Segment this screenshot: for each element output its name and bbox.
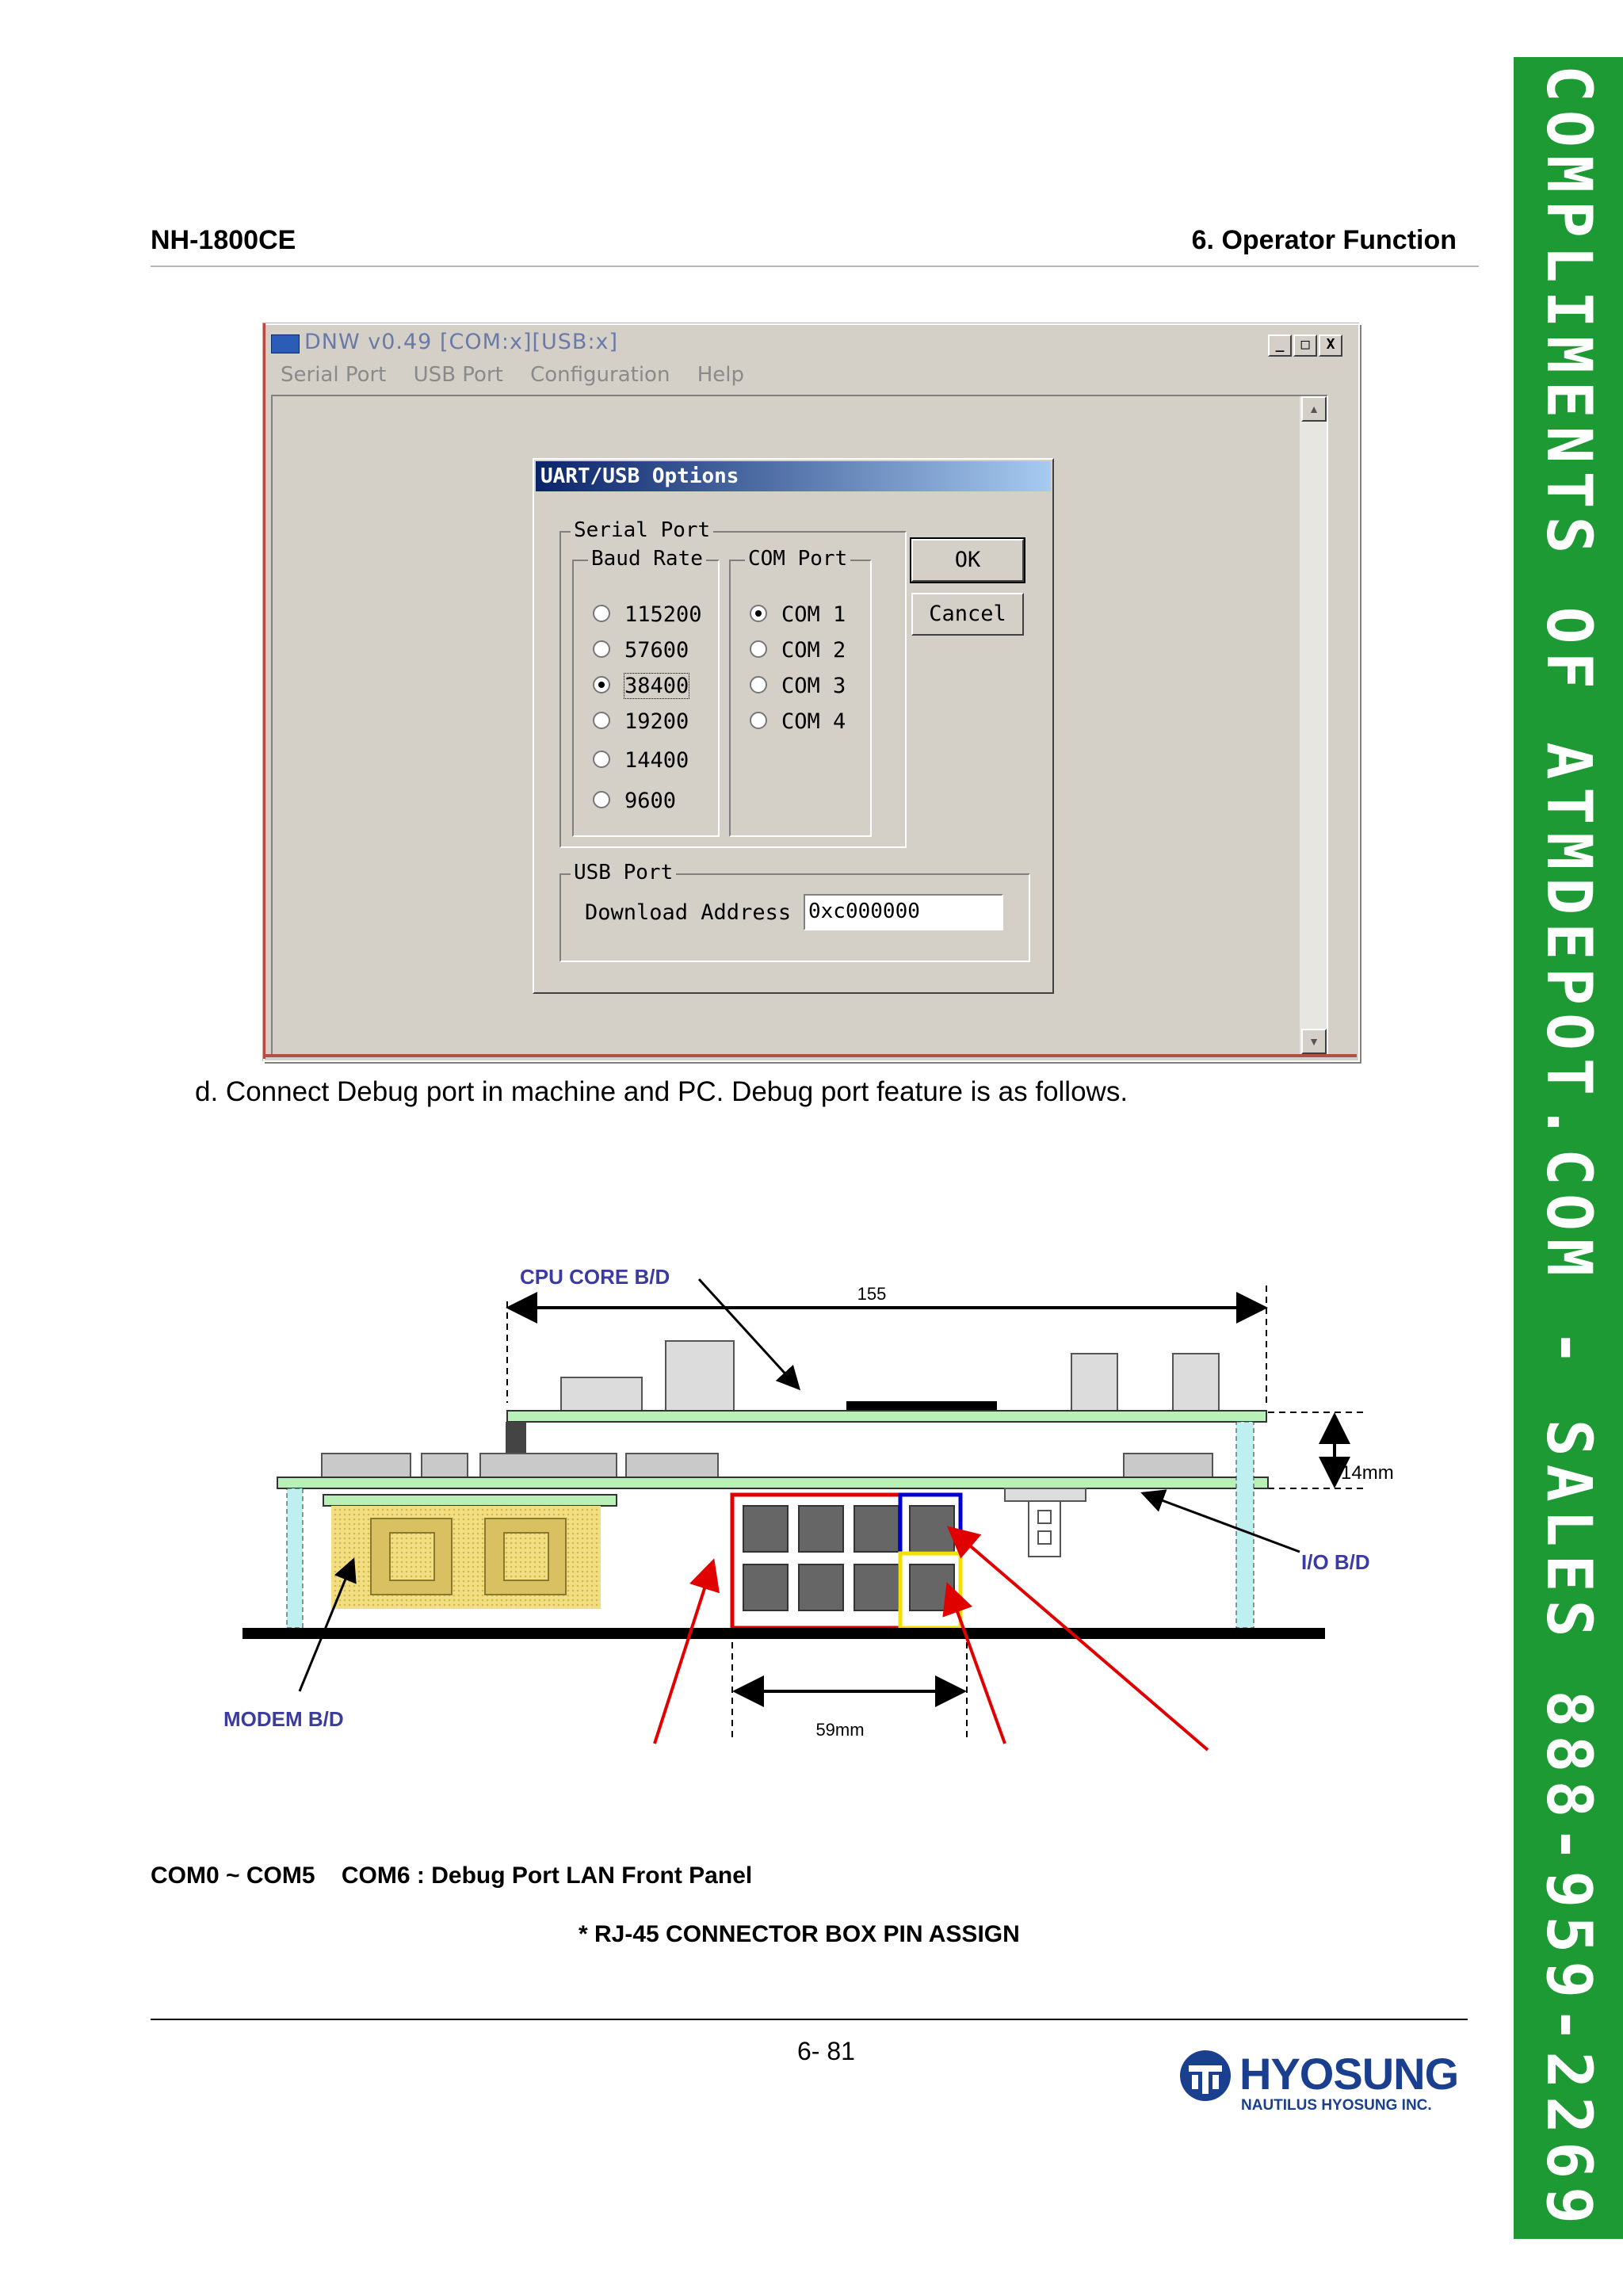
dialog-title: UART/USB Options bbox=[540, 464, 739, 488]
header-model: NH-1800CE bbox=[151, 225, 296, 255]
baud-radio-57600[interactable]: 57600 bbox=[593, 638, 689, 663]
menu-serial-port[interactable]: Serial Port bbox=[281, 363, 387, 387]
uart-usb-dialog bbox=[533, 458, 1054, 994]
serial-port-label: Serial Port bbox=[571, 518, 713, 542]
radio-icon bbox=[750, 712, 767, 729]
baud-rate-group bbox=[572, 547, 720, 837]
footer-rule bbox=[151, 2019, 1468, 2020]
base-plate bbox=[242, 1628, 1325, 1639]
io-board bbox=[277, 1477, 1268, 1488]
com-port-label: COM Port bbox=[745, 547, 850, 571]
scroll-down-icon[interactable]: ▼ bbox=[1301, 1029, 1327, 1054]
radio-selected-icon bbox=[593, 676, 610, 693]
header-rule bbox=[151, 266, 1479, 267]
hyosung-emblem-icon bbox=[1178, 2048, 1233, 2103]
banner-text: COMPLIMENTS OF ATMDEPOT.COM - SALES 888-959-2269 bbox=[1533, 64, 1604, 2232]
modem-label: MODEM B/D bbox=[223, 1707, 344, 1731]
window-edge-bottom bbox=[263, 1054, 1357, 1057]
header-section: 6. Operator Function bbox=[1191, 225, 1457, 255]
logo-name: HYOSUNG bbox=[1239, 2049, 1459, 2099]
download-address-label: Download Address bbox=[585, 900, 792, 925]
baud-radio-38400[interactable]: 38400 bbox=[593, 674, 689, 698]
instruction-text: d. Connect Debug port in machine and PC. Debug port feature is as follows. bbox=[195, 1076, 1128, 1107]
baud-radio-9600[interactable]: 9600 bbox=[593, 789, 676, 813]
width-dim-label: 59mm bbox=[815, 1720, 865, 1740]
baud-radio-115200[interactable]: 115200 bbox=[593, 602, 702, 627]
top-dim-label: 155 bbox=[857, 1284, 887, 1304]
menu-help[interactable]: Help bbox=[697, 363, 744, 387]
maximize-button[interactable]: □ bbox=[1293, 334, 1317, 357]
cpu-label: CPU CORE B/D bbox=[520, 1265, 670, 1289]
com-radio-2[interactable]: COM 2 bbox=[750, 638, 846, 663]
io-label: I/O B/D bbox=[1301, 1550, 1370, 1574]
com-radio-4[interactable]: COM 4 bbox=[750, 709, 846, 734]
window-title: DNW v0.49 [COM:x][USB:x] bbox=[304, 330, 619, 354]
menu-configuration[interactable]: Configuration bbox=[530, 363, 670, 387]
close-button[interactable]: X bbox=[1319, 334, 1342, 357]
window-titlebar bbox=[271, 330, 1352, 357]
download-address-input[interactable]: 0xc000000 bbox=[804, 894, 1003, 930]
baud-rate-label: Baud Rate bbox=[588, 547, 706, 571]
usb-port-label: USB Port bbox=[571, 861, 676, 884]
menu-bar bbox=[281, 363, 765, 387]
ok-button[interactable]: OK bbox=[911, 539, 1024, 582]
cpu-board bbox=[507, 1411, 1266, 1422]
baud-radio-19200[interactable]: 19200 bbox=[593, 709, 689, 734]
scroll-up-icon[interactable]: ▲ bbox=[1301, 396, 1327, 422]
radio-icon bbox=[750, 640, 767, 658]
app-icon bbox=[271, 334, 300, 353]
radio-icon bbox=[593, 640, 610, 658]
pin-assign-caption: * RJ-45 CONNECTOR BOX PIN ASSIGN bbox=[579, 1921, 1020, 1947]
com-radio-3[interactable]: COM 3 bbox=[750, 674, 846, 698]
vertical-scrollbar[interactable] bbox=[1300, 396, 1327, 1054]
board-diagram bbox=[214, 1236, 1394, 1759]
page-number: 6- 81 bbox=[797, 2037, 855, 2065]
radio-icon bbox=[593, 605, 610, 622]
dialog-titlebar bbox=[536, 461, 1051, 491]
radio-icon bbox=[593, 791, 610, 808]
logo-subtitle: NAUTILUS HYOSUNG INC. bbox=[1241, 2097, 1432, 2114]
usb-port-group bbox=[559, 861, 1030, 962]
radio-selected-icon bbox=[750, 605, 767, 622]
window-edge bbox=[263, 323, 265, 1059]
radio-icon bbox=[593, 751, 610, 768]
radio-icon bbox=[593, 712, 610, 729]
baud-radio-14400[interactable]: 14400 bbox=[593, 748, 689, 773]
menu-usb-port[interactable]: USB Port bbox=[413, 363, 503, 387]
minimize-button[interactable]: _ bbox=[1268, 334, 1292, 357]
com-port-group bbox=[729, 547, 872, 837]
cancel-button[interactable]: Cancel bbox=[911, 593, 1024, 636]
radio-icon bbox=[750, 676, 767, 693]
serial-port-group bbox=[559, 518, 907, 848]
com-radio-1[interactable]: COM 1 bbox=[750, 602, 846, 627]
port-caption: COM0 ~ COM5 COM6 : Debug Port LAN Front Panel bbox=[151, 1862, 753, 1889]
side-banner bbox=[1514, 57, 1623, 2239]
height-dim-label: 14mm bbox=[1341, 1462, 1394, 1484]
